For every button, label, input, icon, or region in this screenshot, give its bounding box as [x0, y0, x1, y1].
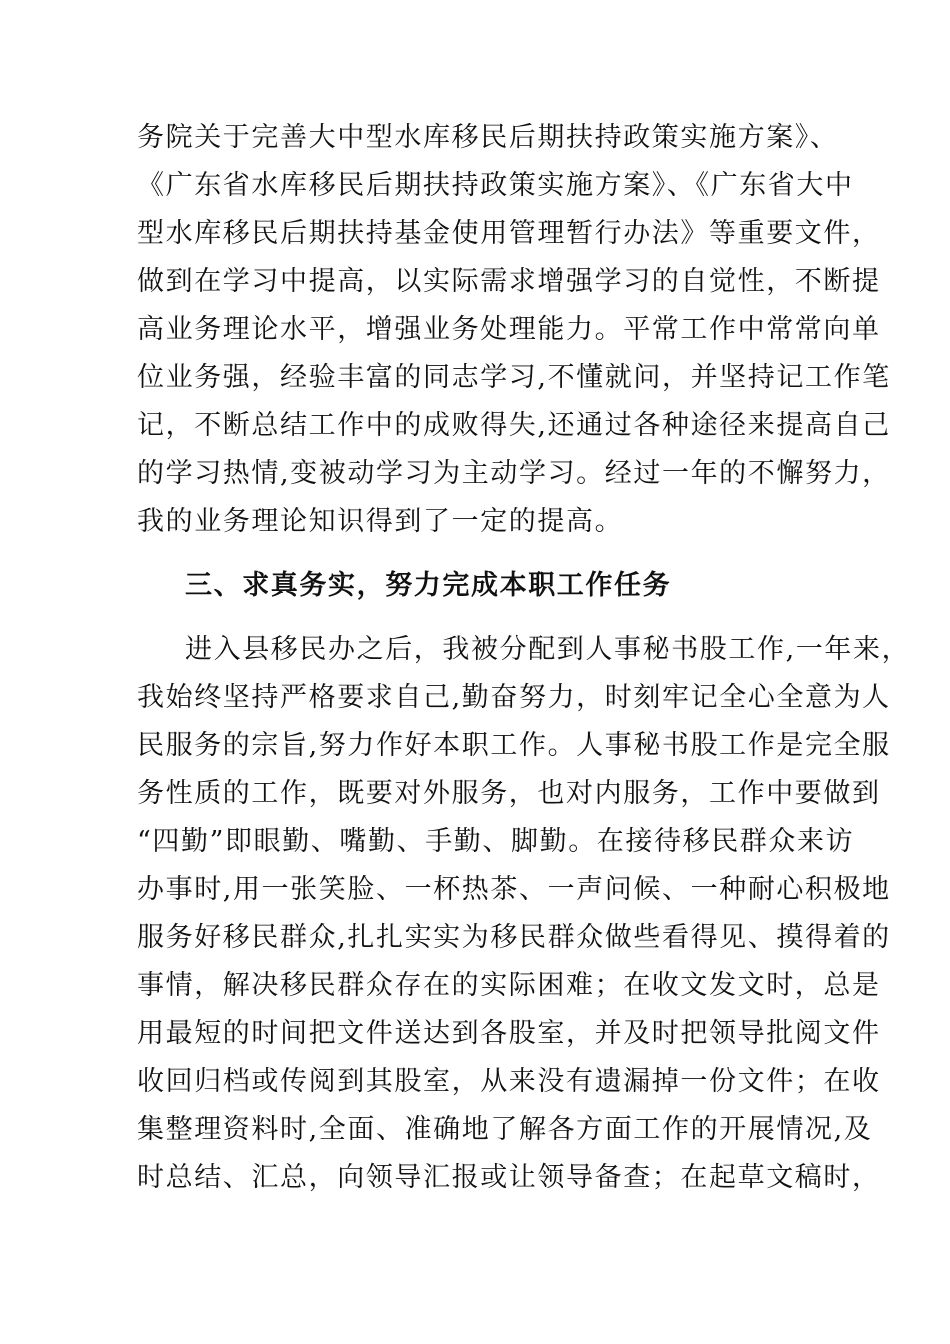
paragraph-1-line-9: 我的业务理论知识得到了一定的提高。 — [137, 506, 624, 537]
paragraph-2-line-11: 集整理资料时,全面、准确地了解各方面工作的开展情况,及 — [137, 1114, 873, 1145]
paragraph-2-line-5: “四勤”即眼勤、嘴勤、手勤、脚勤。在接待移民群众来访 — [137, 826, 855, 857]
paragraph-2-line-7: 服务好移民群众,扎扎实实为移民群众做些看得见、摸得着的 — [137, 922, 891, 953]
paragraph-1-line-2: 《广东省水库移民后期扶持政策实施方案》、《广东省大中 — [137, 170, 854, 201]
paragraph-1-line-8: 的学习热情,变被动学习为主动学习。经过一年的不懈努力， — [137, 458, 891, 489]
paragraph-2-line-8: 事情，解决移民群众存在的实际困难；在收文发文时，总是 — [137, 970, 881, 1001]
paragraph-2-line-1: 进入县移民办之后，我被分配到人事秘书股工作,一年来， — [185, 634, 911, 665]
paragraph-2-line-12: 时总结、汇总，向领导汇报或让领导备查；在起草文稿时， — [137, 1162, 881, 1193]
paragraph-1-line-7: 记，不断总结工作中的成败得失,还通过各种途径来提高自己 — [137, 410, 891, 441]
paragraph-2-line-4: 务性质的工作，既要对外服务，也对内服务，工作中要做到 — [137, 778, 881, 809]
paragraph-1-line-5: 高业务理论水平，增强业务处理能力。平常工作中常常向单 — [137, 314, 881, 345]
paragraph-2-line-9: 用最短的时间把文件送达到各股室，并及时把领导批阅文件 — [137, 1018, 881, 1049]
paragraph-1-line-6: 位业务强，经验丰富的同志学习,不懂就问，并坚持记工作笔 — [137, 362, 891, 393]
paragraph-2-line-6: 办事时,用一张笑脸、一杯热茶、一声问候、一种耐心积极地 — [137, 874, 891, 905]
paragraph-2-line-10: 收回归档或传阅到其股室，从来没有遗漏掉一份文件；在收 — [137, 1066, 881, 1097]
section-heading: 三、求真务实，努力完成本职工作任务 — [185, 570, 672, 601]
paragraph-1-line-4: 做到在学习中提高，以实际需求增强学习的自觉性，不断提 — [137, 266, 881, 297]
paragraph-2-line-2: 我始终坚持严格要求自己,勤奋努力，时刻牢记全心全意为人 — [137, 682, 891, 713]
paragraph-1-line-3: 型水库移民后期扶持基金使用管理暂行办法》等重要文件， — [137, 218, 881, 249]
paragraph-2-line-3: 民服务的宗旨,努力作好本职工作。人事秘书股工作是完全服 — [137, 730, 891, 761]
paragraph-1-line-1: 务院关于完善大中型水库移民后期扶持政策实施方案》、 — [137, 122, 839, 153]
